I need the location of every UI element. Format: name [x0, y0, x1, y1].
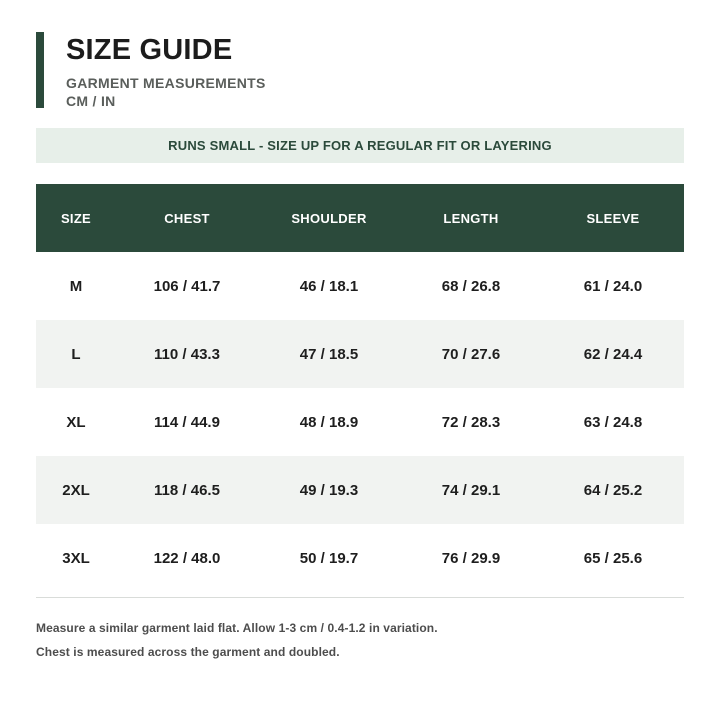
shoulder-cell: 47 / 18.5 [299, 345, 359, 363]
chest-cell: 110 / 43.3 [154, 345, 220, 363]
sleeve-cell: 61 / 24.0 [583, 277, 643, 295]
length-cell: 76 / 29.9 [441, 549, 501, 567]
length-cell: 68 / 26.8 [441, 277, 501, 295]
chest-cell: 106 / 41.7 [153, 277, 221, 295]
fit-notice-banner: RUNS SMALL - SIZE UP FOR A REGULAR FIT OR LAYERING [36, 128, 684, 163]
shoulder-cell: 50 / 19.7 [299, 549, 359, 567]
table-row [36, 524, 684, 592]
table-row [36, 252, 684, 320]
page-subtitle: GARMENT MEASUREMENTS [66, 75, 266, 91]
size-table [36, 184, 684, 592]
sleeve-cell: 63 / 24.8 [583, 413, 643, 431]
measurement-note: Measure a similar garment laid flat. Allow 1-3 cm / 0.4-1.2 in variation. [36, 621, 438, 635]
header-chest: CHEST [164, 210, 210, 226]
length-cell: 72 / 28.3 [441, 413, 501, 431]
size-cell: M [69, 277, 83, 295]
chest-cell: 122 / 48.0 [153, 549, 221, 567]
sleeve-cell: 64 / 25.2 [583, 481, 643, 499]
chest-note: Chest is measured across the garment and doubled. [36, 645, 340, 659]
size-cell: 3XL [62, 549, 90, 567]
table-row [36, 388, 684, 456]
chest-cell: 118 / 46.5 [154, 481, 220, 499]
header [36, 32, 266, 108]
page-title: SIZE GUIDE [66, 34, 233, 66]
header-size: SIZE [60, 210, 92, 226]
header-length: LENGTH [443, 210, 499, 226]
shoulder-cell: 48 / 18.9 [299, 413, 359, 431]
shoulder-cell: 49 / 19.3 [299, 481, 359, 499]
length-cell: 74 / 29.1 [441, 481, 501, 499]
size-cell: XL [66, 413, 86, 431]
table-row [36, 320, 684, 388]
header-sleeve: SLEEVE [586, 210, 640, 226]
header-shoulder: SHOULDER [291, 210, 367, 226]
sleeve-cell: 62 / 24.4 [583, 345, 643, 363]
length-cell: 70 / 27.6 [441, 345, 501, 363]
sleeve-cell: 65 / 25.6 [583, 549, 643, 567]
size-cell: L [71, 345, 81, 363]
table-header-row [36, 184, 684, 252]
shoulder-cell: 46 / 18.1 [299, 277, 359, 295]
footer-divider [36, 597, 684, 598]
chest-cell: 114 / 44.9 [154, 413, 220, 431]
units-label: CM / IN [66, 92, 116, 109]
table-row [36, 456, 684, 524]
size-cell: 2XL [62, 481, 90, 499]
